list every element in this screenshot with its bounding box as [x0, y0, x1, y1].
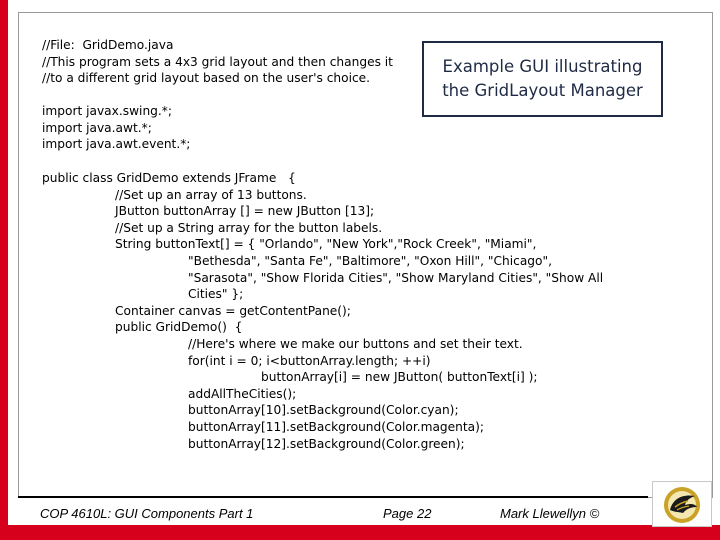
- slide-title-line-2: the GridLayout Manager: [442, 81, 643, 100]
- footer-author: Mark Llewellyn ©: [500, 506, 600, 521]
- ucf-pegasus-logo-icon: [652, 481, 712, 527]
- code-class-body: public class GridDemo extends JFrame { //Set up an array of 13 buttons. JButton buttonArray [] = new JButton [13]; //Set up a String array for the button labels. String buttonText[] = { "Orlando", "New York","Rock Creek", "Miami", "Bethesda", "Santa Fe", "Baltimore", "Oxon Hill", "Chicago", "Sarasota", "Show Florida Cities", "Show Maryland Cities", "Show All Cities" }; Container canvas = getContentPane(); public GridDemo() { //Here's where we make our buttons and set their text. for(int i = 0; i<buttonArray.length; ++i) buttonArray[i] = new JButton( buttonText[i] ); addAllTheCities(); buttonArray[10].setBackground(Color.cyan); buttonArray[11].setBackground(Color.magenta); buttonArray[12].setBackground(Color.green);: [42, 171, 604, 451]
- slide-title-box: [422, 41, 663, 117]
- slide-title-line-1: Example GUI illustrating: [442, 57, 643, 76]
- code-import-statements: import javax.swing.*; import java.awt.*; import java.awt.event.*;: [42, 104, 191, 152]
- pegasus-logo-graphic: [653, 482, 711, 526]
- footer-course-title: COP 4610L: GUI Components Part 1: [40, 506, 254, 521]
- left-accent-bar: [0, 0, 8, 540]
- bottom-accent-bar: [0, 525, 720, 540]
- footer-page-number: Page 22: [383, 506, 432, 521]
- slide-title: [442, 55, 643, 103]
- code-header-comments: //File: GridDemo.java //This program sets a 4x3 grid layout and then changes it //to a different grid layout based on the user's choice.: [42, 38, 393, 86]
